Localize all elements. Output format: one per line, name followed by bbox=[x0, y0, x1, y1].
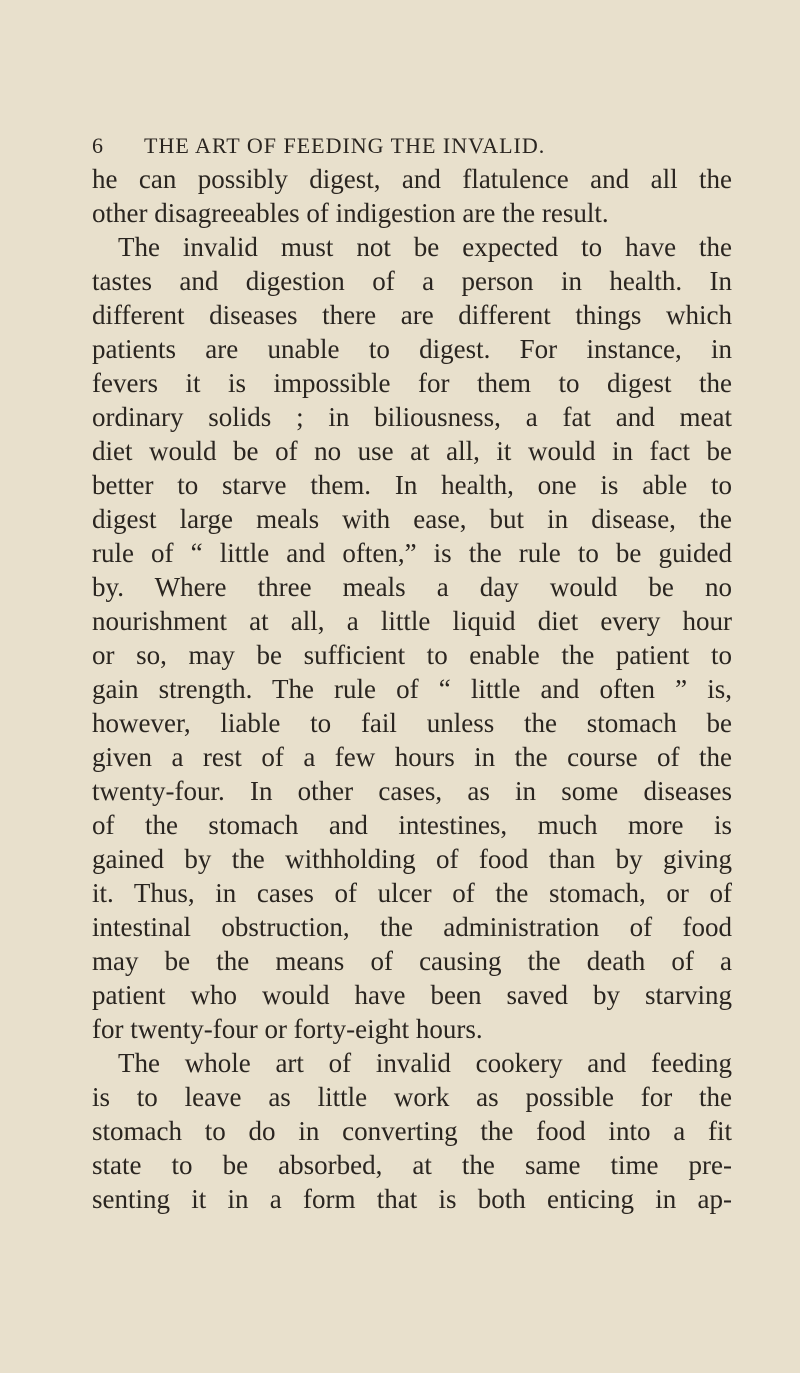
text-line: fevers it is impossible for them to digest the bbox=[92, 368, 732, 398]
page-header bbox=[92, 133, 732, 163]
text-line: diet would be of no use at all, it would in fact be bbox=[92, 436, 732, 466]
text-line: The whole art of invalid cookery and feeding bbox=[118, 1048, 732, 1078]
body-text bbox=[92, 162, 732, 1216]
text-line: patients are unable to digest. For instance, in bbox=[92, 334, 732, 364]
text-line: The invalid must not be expected to have the bbox=[118, 232, 732, 262]
text-line: or so, may be sufficient to enable the patient to bbox=[92, 640, 732, 670]
text-line: rule of “ little and often,” is the rule to be guided bbox=[92, 538, 732, 568]
text-line: gain strength. The rule of “ little and often ” is, bbox=[92, 674, 732, 704]
text-line: patient who would have been saved by starving bbox=[92, 980, 732, 1010]
text-line: given a rest of a few hours in the course of the bbox=[92, 742, 732, 772]
text-line: however, liable to fail unless the stomach be bbox=[92, 708, 732, 738]
text-line: may be the means of causing the death of a bbox=[92, 946, 732, 976]
text-line: nourishment at all, a little liquid diet every hour bbox=[92, 606, 732, 636]
text-line: other disagreeables of indigestion are the result. bbox=[92, 198, 609, 228]
text-line: ordinary solids ; in biliousness, a fat and meat bbox=[92, 402, 732, 432]
text-line: intestinal obstruction, the administration of food bbox=[92, 912, 732, 942]
text-line: of the stomach and intestines, much more is bbox=[92, 810, 732, 840]
text-line: stomach to do in converting the food into a fit bbox=[92, 1116, 732, 1146]
text-line: senting it in a form that is both enticing in ap- bbox=[92, 1184, 732, 1214]
text-line: digest large meals with ease, but in disease, the bbox=[92, 504, 732, 534]
text-line: it. Thus, in cases of ulcer of the stomach, or of bbox=[92, 878, 732, 908]
page-number: 6 bbox=[92, 133, 104, 158]
text-line: different diseases there are different things which bbox=[92, 300, 732, 330]
text-line: for twenty-four or forty-eight hours. bbox=[92, 1014, 483, 1044]
text-line: gained by the withholding of food than by giving bbox=[92, 844, 732, 874]
text-line: tastes and digestion of a person in health. In bbox=[92, 266, 732, 296]
text-line: by. Where three meals a day would be no bbox=[92, 572, 732, 602]
text-line: he can possibly digest, and flatulence and all the bbox=[92, 164, 732, 194]
text-line: twenty-four. In other cases, as in some diseases bbox=[92, 776, 732, 806]
text-line: is to leave as little work as possible for the bbox=[92, 1082, 732, 1112]
text-line: state to be absorbed, at the same time pre- bbox=[92, 1150, 732, 1180]
text-line: better to starve them. In health, one is able to bbox=[92, 470, 732, 500]
running-head: THE ART OF FEEDING THE INVALID. bbox=[144, 133, 546, 158]
